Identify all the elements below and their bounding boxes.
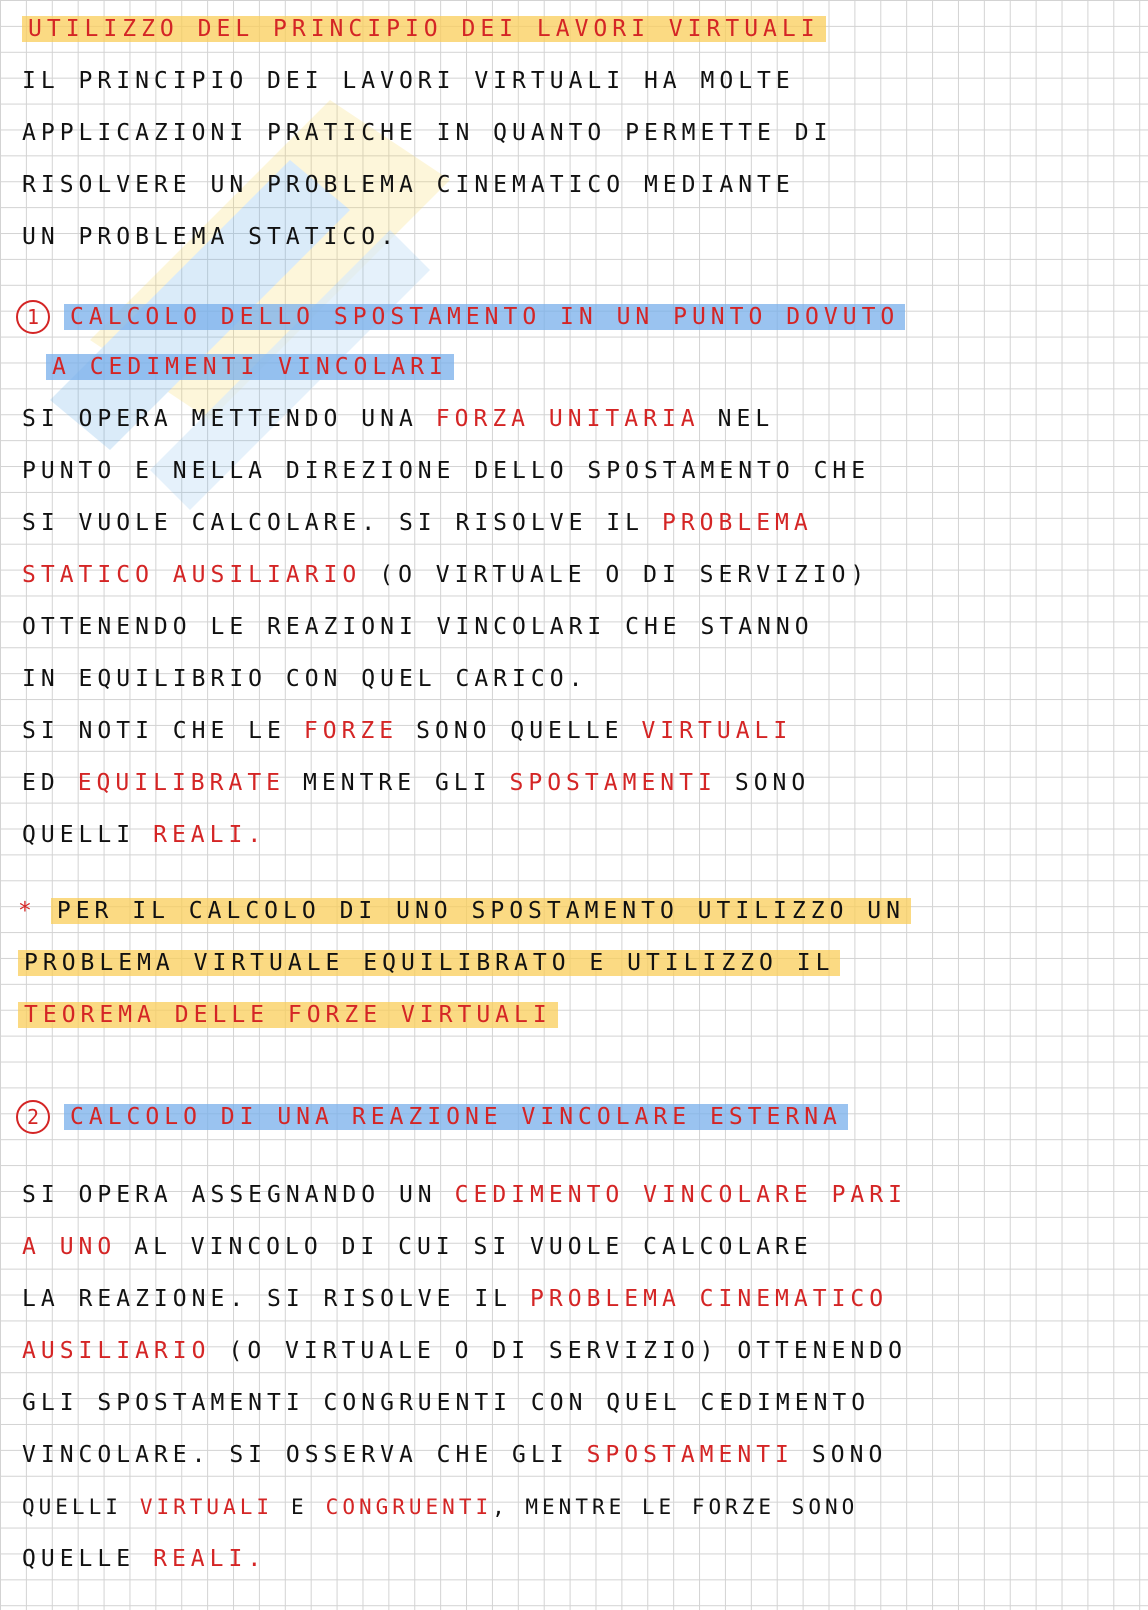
- s2-text: E: [291, 1495, 308, 1519]
- section2-title-text: CALCOLO DI UNA: [70, 1104, 334, 1130]
- s1-keyword: FORZA UNITARIA: [435, 406, 700, 432]
- s1-line-5: OTTENENDO LE REAZIONI VINCOLARI CHE STANNO: [22, 614, 814, 640]
- s1-line-3: [22, 508, 813, 538]
- s2-line-3: [22, 1284, 888, 1314]
- s1-line-6: IN EQUILIBRIO CON QUEL CARICO.: [22, 666, 588, 692]
- s2-text: AL VINCOLO DI CUI SI VUOLE CALCOLARE: [134, 1234, 813, 1260]
- s2-text: SI OPERA ASSEGNANDO UN: [22, 1182, 437, 1208]
- s1-text: SI VUOLE CALCOLARE. SI RISOLVE IL: [22, 510, 644, 536]
- note-line-1: [18, 896, 911, 926]
- s1-line-9: [22, 820, 266, 850]
- s2-keyword: REALI.: [153, 1546, 267, 1572]
- s1-text: NEL: [717, 406, 775, 432]
- s1-keyword: STATICO AUSILIARIO: [22, 562, 362, 588]
- intro-line-2: APPLICAZIONI PRATICHE IN QUANTO PERMETTE DI: [22, 120, 833, 146]
- s1-keyword: SPOSTAMENTI: [509, 770, 717, 796]
- s2-keyword: PROBLEMA CINEMATICO: [530, 1286, 889, 1312]
- note-line-2: [18, 948, 840, 978]
- s1-text: SONO QUELLE: [416, 718, 624, 744]
- s2-text: QUELLI: [22, 1495, 122, 1519]
- s1-text: SI OPERA METTENDO UNA: [22, 406, 418, 432]
- section1-title-line2: A CEDIMENTI VINCOLARI: [46, 354, 454, 380]
- section1-title: [16, 300, 905, 334]
- s1-text: (O VIRTUALE O DI SERVIZIO): [379, 562, 870, 588]
- section1-number: 1: [16, 300, 50, 334]
- s2-text: SONO: [811, 1442, 888, 1468]
- s2-keyword: AUSILIARIO: [22, 1338, 211, 1364]
- section1-title-2: [46, 352, 454, 382]
- s2-line-2: [22, 1232, 813, 1262]
- s2-keyword: CEDIMENTO VINCOLARE PARI: [454, 1182, 907, 1208]
- s1-text: SI NOTI CHE LE: [22, 718, 286, 744]
- heading-text: UTILIZZO DEL PRINCIPIO DEI LAVORI VIRTUALI: [22, 16, 826, 42]
- s2-line-4: [22, 1336, 907, 1366]
- s1-line-2: PUNTO E NELLA DIREZIONE DELLO SPOSTAMENTO CHE: [22, 458, 871, 484]
- s2-text: (O VIRTUALE O DI SERVIZIO) OTTENENDO: [228, 1338, 907, 1364]
- s2-keyword: A UNO: [22, 1234, 117, 1260]
- s1-text: MENTRE GLI: [303, 770, 492, 796]
- s2-text: , MENTRE LE FORZE SONO: [492, 1495, 859, 1519]
- s2-keyword: CONGRUENTI: [325, 1495, 493, 1519]
- note-text: TEOREMA DELLE FORZE VIRTUALI: [18, 1002, 558, 1028]
- s2-line-8: [22, 1544, 266, 1574]
- note-text: PROBLEMA VIRTUALE EQUILIBRATO E UTILIZZO IL: [18, 950, 840, 976]
- s2-text: VINCOLARE. SI OSSERVA CHE GLI: [22, 1442, 569, 1468]
- intro-line-4: UN PROBLEMA STATICO.: [22, 224, 399, 250]
- section2-title-keyword: REAZIONE VINCOLARE ESTERNA: [351, 1104, 842, 1130]
- note-line-3: [18, 1000, 558, 1030]
- note-text: PER IL CALCOLO DI UNO SPOSTAMENTO UTILIZZO UN: [51, 898, 911, 924]
- s1-keyword: FORZE: [303, 718, 399, 744]
- page-heading: [22, 14, 826, 44]
- s1-keyword: PROBLEMA: [661, 510, 813, 536]
- asterisk-icon: *: [18, 898, 37, 924]
- section2-number: 2: [16, 1100, 50, 1134]
- s1-keyword: EQUILIBRATE: [77, 770, 286, 796]
- section2-title: [16, 1100, 848, 1134]
- s1-text: ED: [22, 770, 60, 796]
- intro-line-3: RISOLVERE UN PROBLEMA CINEMATICO MEDIANTE: [22, 172, 795, 198]
- s2-line-1: [22, 1180, 907, 1210]
- s2-text: QUELLE: [22, 1546, 136, 1572]
- s1-keyword: REALI.: [153, 822, 267, 848]
- s1-text: QUELLI: [22, 822, 136, 848]
- s1-line-8: [22, 768, 810, 798]
- s1-text: SONO: [734, 770, 811, 796]
- s1-line-4: [22, 560, 869, 590]
- s2-text: LA REAZIONE. SI RISOLVE IL: [22, 1286, 513, 1312]
- intro-line-1: IL PRINCIPIO DEI LAVORI VIRTUALI HA MOLTE: [22, 68, 795, 94]
- s2-line-7: [22, 1492, 858, 1522]
- section1-title-line1: CALCOLO DELLO SPOSTAMENTO IN UN PUNTO DOVUTO: [64, 304, 905, 330]
- s2-line-5: GLI SPOSTAMENTI CONGRUENTI CON QUEL CEDIMENTO: [22, 1390, 871, 1416]
- s2-keyword: VIRTUALI: [139, 1495, 274, 1519]
- s2-keyword: SPOSTAMENTI: [586, 1442, 794, 1468]
- s1-line-1: [22, 404, 774, 434]
- s1-line-7: [22, 716, 792, 746]
- s1-keyword: VIRTUALI: [641, 718, 793, 744]
- s2-line-6: [22, 1440, 887, 1470]
